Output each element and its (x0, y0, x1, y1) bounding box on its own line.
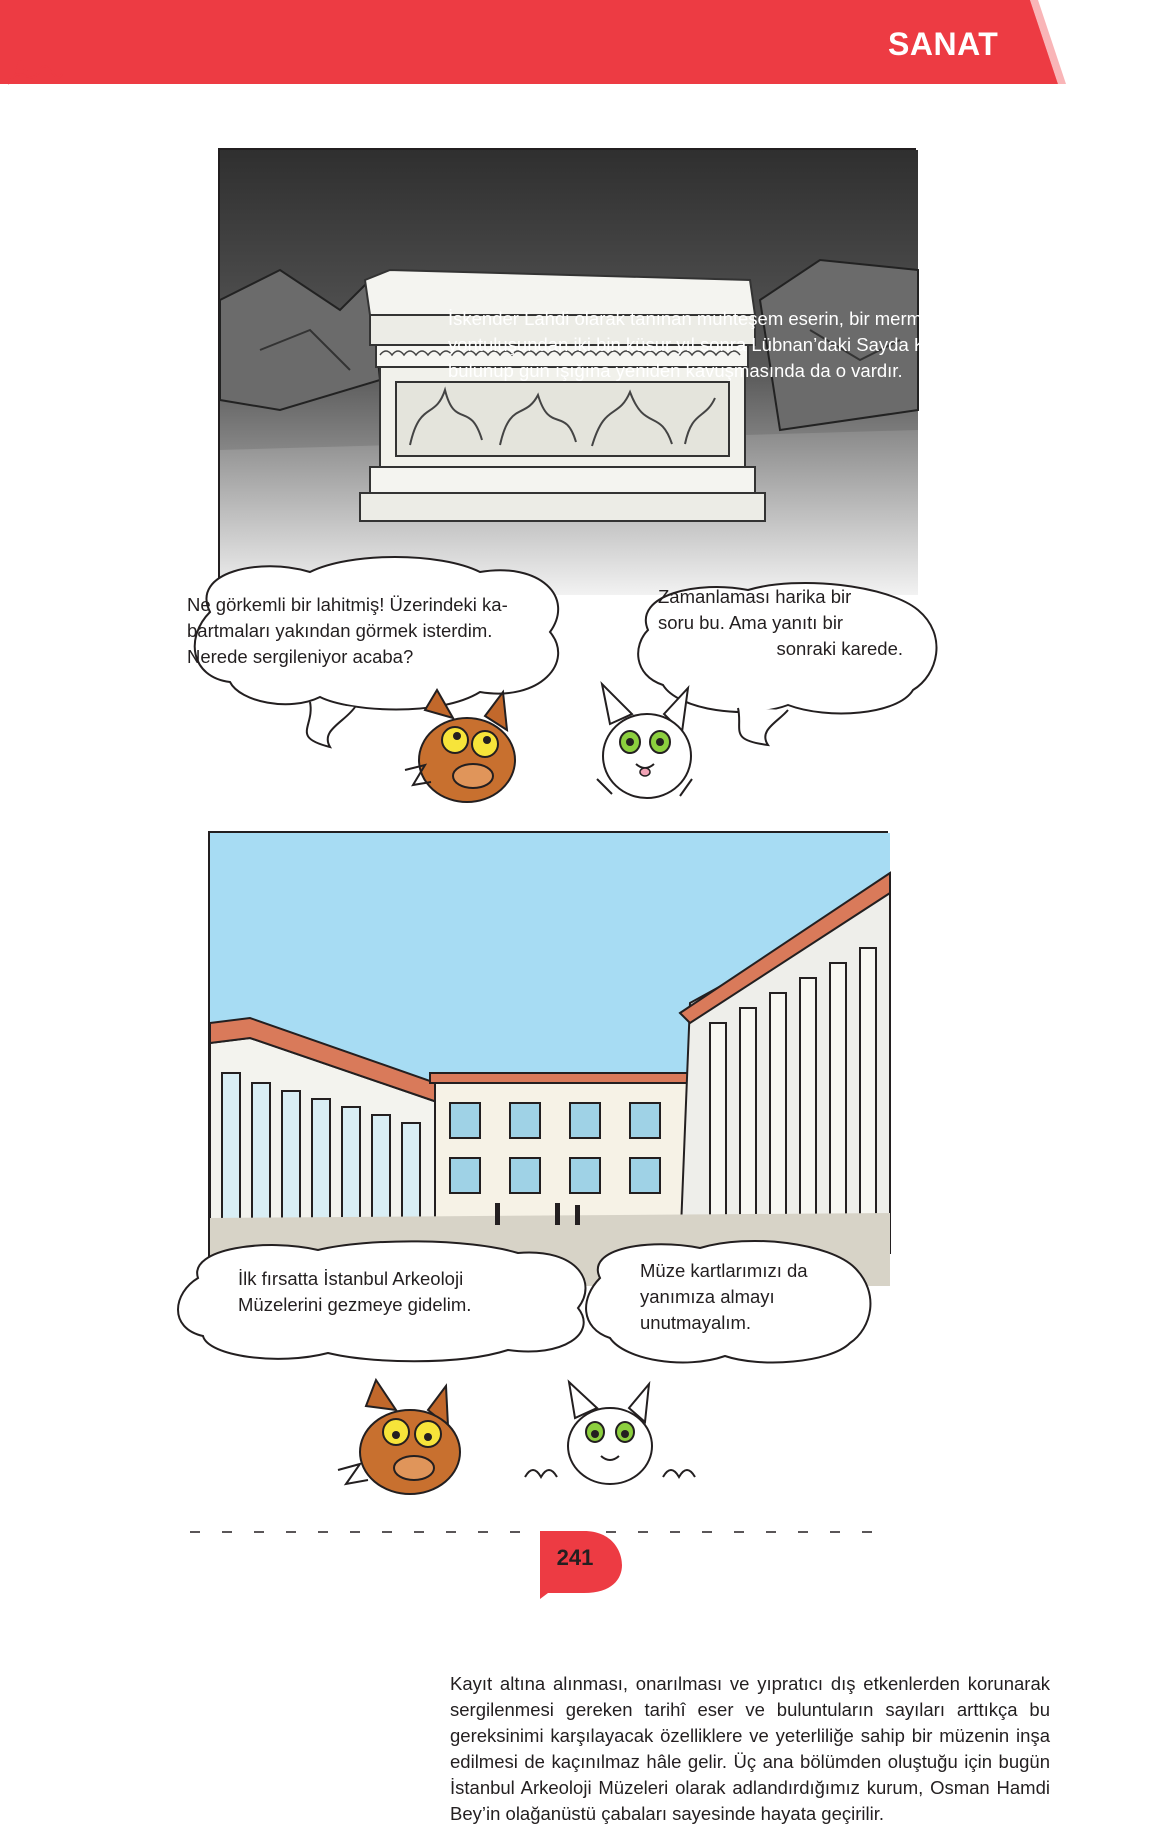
bubble-line: sonraki karede. (776, 638, 903, 659)
bubble-line: Müze kartlarımızı da (640, 1260, 808, 1281)
bubble-line: unutmayalım. (640, 1312, 752, 1333)
white-cat (525, 1382, 695, 1492)
footer-divider (190, 1530, 880, 1534)
speech-bubble-text (640, 1258, 860, 1336)
orange-cat (330, 1380, 470, 1498)
speech-bubble-right (580, 1238, 880, 1378)
museum-illustration (210, 833, 890, 1286)
panel-caption: Kayıt altına alınması, onarılması ve yıpratıcı dış etkenlerden korunarak sergilenmesi gereken tarihî eser ve buluntuların sayıları arttıkça bu gereksinimi karşılayacak özelliklere ve yeterliliğe sahip bir müzenin inşa edilmesi de kaçınılmaz hâle gelir. Üç ana bölümden oluştuğu için bugün İstanbul Arkeoloji Müzeleri olarak adlandırdığımız kurum, Osman Hamdi Bey’in olağanüstü çabaları sayesinde hayata geçirilir. (450, 1673, 1050, 1824)
bubble-line: Zamanlaması harika bir (658, 586, 852, 607)
bubble-line: Ne görkemli bir lahitmiş! Üzerindeki ka- (187, 594, 508, 615)
white-cat (592, 684, 702, 804)
bubble-line: Nerede sergileniyor acaba? (187, 646, 414, 667)
bubble-line: İlk fırsatta İstanbul Arkeoloji (238, 1268, 464, 1289)
bubble-line: soru bu. Ama yanıtı bir (658, 612, 844, 633)
page-number: 241 (556, 1545, 594, 1570)
comic-panel-sarcophagus (218, 148, 1113, 593)
speech-bubble-text (238, 1266, 578, 1318)
bubble-line: yanımıza almayı (640, 1286, 775, 1307)
orange-cat (395, 690, 525, 805)
pen-icon (0, 0, 90, 90)
header-bar (0, 0, 1151, 90)
bubble-line: Müzelerini gezmeye gidelim. (238, 1294, 472, 1315)
panel-caption: İskender Lahdi olarak tanınan muhteşem eserin, bir mermer kütlesinden yontuluşundan iki bin küsur yıl sonra Lübnan’daki Sayda Kral Mezarlığı kazısında bulunup gün ışığına yeniden kavuşmasında da o vardır. (448, 308, 1113, 381)
section-title: SANAT (888, 26, 999, 62)
speech-bubble-left (168, 1238, 608, 1368)
speech-bubble-text (187, 592, 555, 670)
speech-bubble-text (658, 584, 903, 662)
bubble-line: bartmaları yakından görmek isterdim. (187, 620, 493, 641)
